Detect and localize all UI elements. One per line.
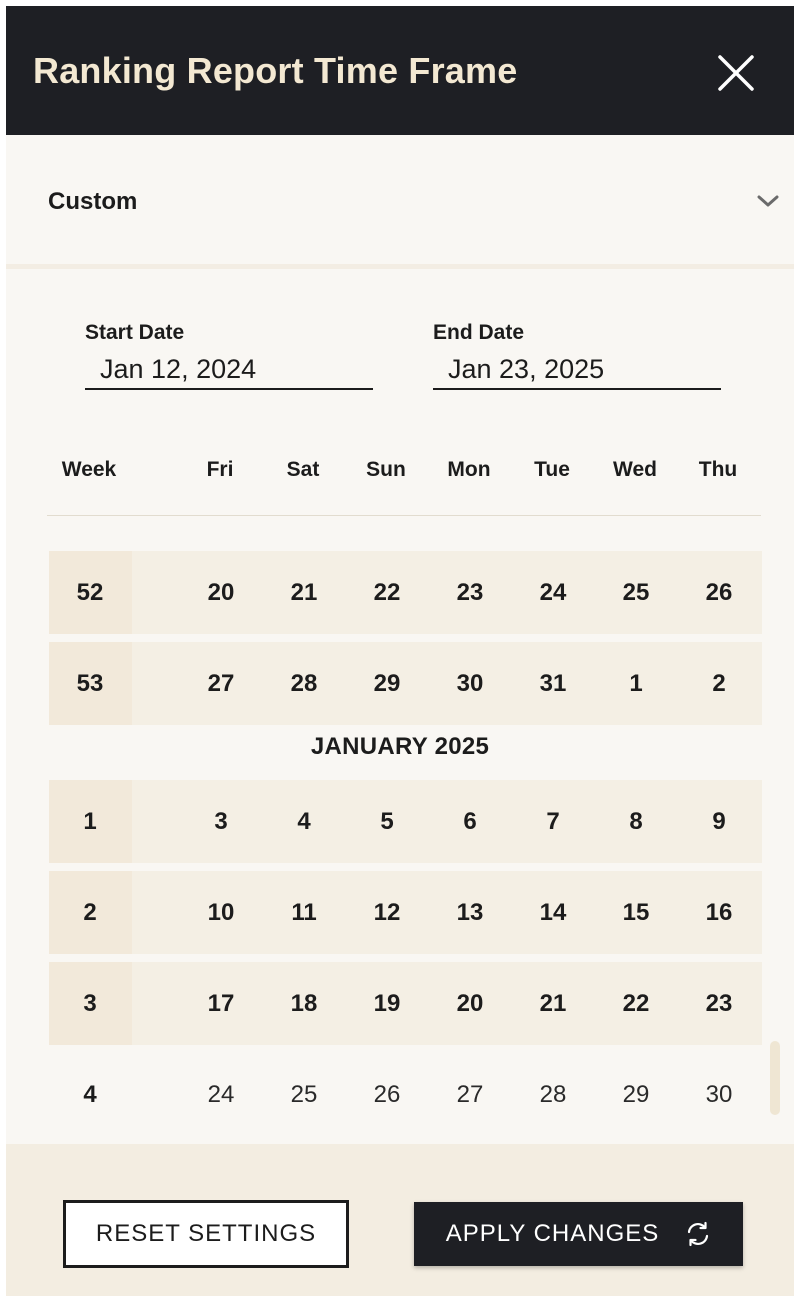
close-button[interactable] [714, 51, 758, 95]
day-cell[interactable]: 23 [456, 579, 484, 606]
day-cell[interactable]: 29 [373, 670, 401, 697]
month-label: JANUARY 2025 [310, 733, 490, 760]
day-cell[interactable]: 20 [456, 990, 484, 1017]
apply-changes-label: APPLY CHANGES [445, 1220, 660, 1247]
day-cell[interactable]: 24 [539, 579, 567, 606]
day-cell[interactable]: 5 [380, 808, 394, 835]
panel-footer [6, 1144, 794, 1296]
day-cell[interactable]: 21 [290, 579, 318, 606]
week-row[interactable] [49, 871, 762, 954]
day-cell[interactable]: 28 [290, 670, 318, 697]
week-number: 4 [83, 1081, 97, 1108]
header-sat: Sat [286, 458, 320, 481]
day-cell[interactable]: 30 [456, 670, 484, 697]
day-cell[interactable]: 12 [373, 899, 401, 926]
start-date-input[interactable] [85, 350, 373, 390]
day-cell[interactable]: 28 [539, 1081, 567, 1108]
preset-selected-value: Custom [48, 188, 138, 215]
day-cell[interactable]: 27 [456, 1081, 484, 1108]
week-number: 3 [83, 990, 97, 1017]
header-wed: Wed [613, 458, 657, 481]
day-cell[interactable]: 24 [207, 1081, 235, 1108]
day-cell[interactable]: 23 [705, 990, 733, 1017]
time-frame-panel [6, 6, 794, 1296]
day-cell[interactable]: 31 [539, 670, 567, 697]
week-row[interactable] [49, 642, 762, 725]
day-cell[interactable]: 20 [207, 579, 235, 606]
day-cell[interactable]: 29 [622, 1081, 650, 1108]
panel-title: Ranking Report Time Frame [33, 50, 518, 91]
week-row[interactable] [49, 551, 762, 634]
day-cell[interactable]: 22 [622, 990, 650, 1017]
day-cell[interactable]: 26 [705, 579, 733, 606]
day-cell[interactable]: 27 [207, 670, 235, 697]
preset-dropdown[interactable] [6, 135, 794, 269]
day-cell[interactable]: 4 [297, 808, 311, 835]
week-number: 52 [76, 579, 104, 606]
start-date-label: Start Date [85, 321, 185, 344]
day-cell[interactable]: 25 [290, 1081, 318, 1108]
week-number: 2 [83, 899, 97, 926]
day-cell[interactable]: 14 [539, 899, 567, 926]
chevron-down-icon [756, 192, 780, 210]
header-fri: Fri [206, 458, 234, 481]
header-sun: Sun [366, 458, 406, 481]
day-cell[interactable]: 1 [629, 670, 643, 697]
week-row[interactable] [49, 1053, 762, 1136]
calendar-scrollbar[interactable] [770, 1041, 780, 1115]
reset-settings-label: RESET SETTINGS [95, 1220, 317, 1247]
panel-header [6, 6, 794, 135]
day-cell[interactable]: 10 [207, 899, 235, 926]
week-number: 53 [76, 670, 104, 697]
apply-changes-button[interactable] [414, 1202, 743, 1266]
day-cell[interactable]: 25 [622, 579, 650, 606]
day-cell[interactable]: 7 [546, 808, 560, 835]
reset-settings-button[interactable] [63, 1200, 349, 1268]
day-cell[interactable]: 16 [705, 899, 733, 926]
header-thu: Thu [698, 458, 738, 481]
header-tue: Tue [534, 458, 570, 481]
day-cell[interactable]: 18 [290, 990, 318, 1017]
end-date-label: End Date [433, 321, 525, 344]
day-cell[interactable]: 17 [207, 990, 235, 1017]
day-cell[interactable]: 6 [463, 808, 477, 835]
end-date-input[interactable] [433, 350, 721, 390]
day-cell[interactable]: 3 [214, 808, 228, 835]
day-cell[interactable]: 30 [705, 1081, 733, 1108]
header-week: Week [61, 458, 117, 481]
day-cell[interactable]: 19 [373, 990, 401, 1017]
week-number: 1 [83, 808, 97, 835]
day-cell[interactable]: 8 [629, 808, 643, 835]
day-cell[interactable]: 21 [539, 990, 567, 1017]
header-divider [47, 515, 761, 516]
day-cell[interactable]: 2 [712, 670, 726, 697]
close-icon [714, 51, 758, 95]
day-cell[interactable]: 26 [373, 1081, 401, 1108]
day-cell[interactable]: 15 [622, 899, 650, 926]
day-cell[interactable]: 11 [291, 899, 317, 926]
header-mon: Mon [447, 458, 491, 481]
week-row[interactable] [49, 962, 762, 1045]
day-cell[interactable]: 13 [456, 899, 484, 926]
refresh-icon [685, 1221, 711, 1247]
week-row[interactable] [49, 780, 762, 863]
day-cell[interactable]: 22 [373, 579, 401, 606]
day-cell[interactable]: 9 [712, 808, 726, 835]
